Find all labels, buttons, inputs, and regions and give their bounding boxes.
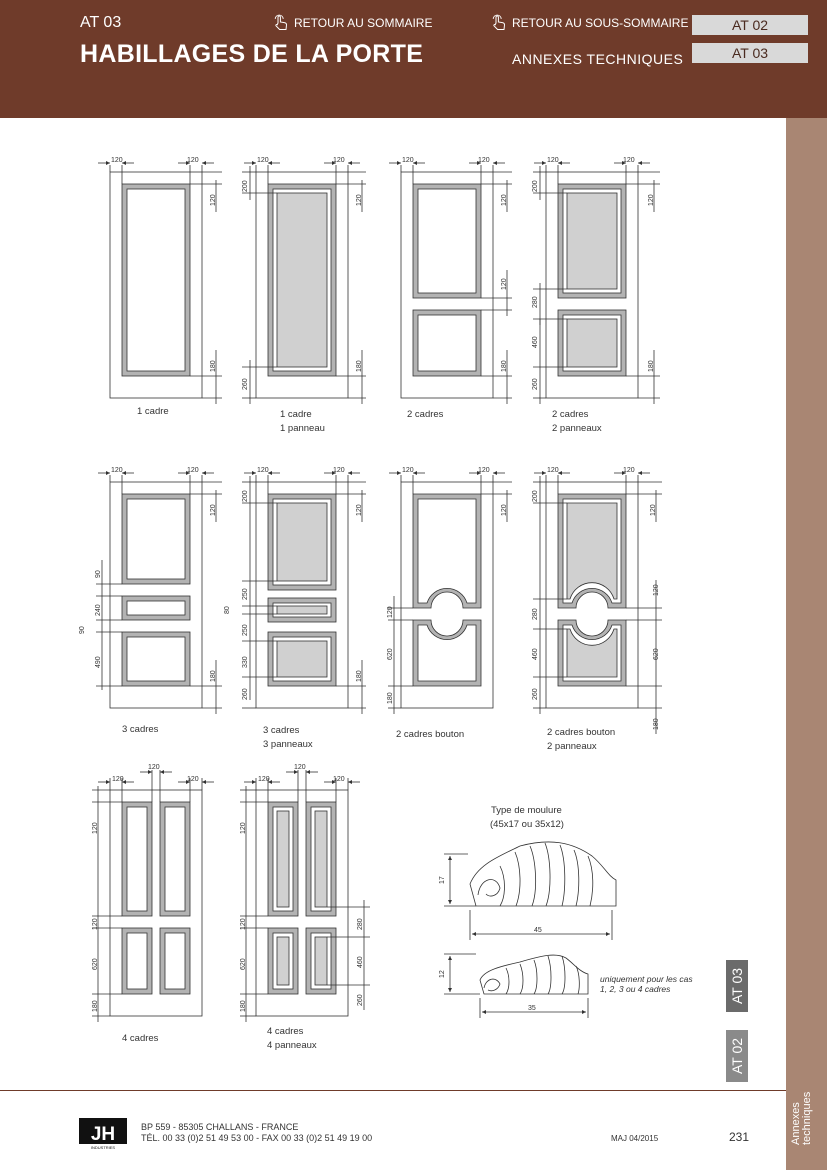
document-code: AT 03 bbox=[80, 14, 122, 31]
door-2-cadres-bouton-2-panneaux bbox=[533, 473, 662, 734]
door-4-cadres-4-panneaux bbox=[240, 770, 370, 1022]
dim-120: 120 bbox=[623, 157, 635, 164]
dim-120: 120 bbox=[257, 467, 269, 474]
footer-divider bbox=[0, 1090, 786, 1091]
dim-620: 620 bbox=[653, 648, 660, 660]
logo-text: JH bbox=[90, 1124, 116, 1145]
dim-180: 180 bbox=[356, 670, 363, 682]
side-tab-at02[interactable]: AT 02 bbox=[726, 1030, 748, 1082]
dim-200: 200 bbox=[532, 180, 539, 192]
dim-120: 120 bbox=[547, 157, 559, 164]
page-title: HABILLAGES DE LA PORTE bbox=[80, 40, 424, 68]
dim-120: 120 bbox=[402, 467, 414, 474]
dim-120: 120 bbox=[240, 918, 247, 930]
dim-120: 120 bbox=[258, 776, 270, 783]
dim-180: 180 bbox=[648, 360, 655, 372]
caption-3-cadres-3-panneaux-line2: 3 panneaux bbox=[263, 739, 313, 750]
dim-120: 120 bbox=[187, 776, 199, 783]
dim-120: 120 bbox=[294, 764, 306, 771]
dim-120: 120 bbox=[402, 157, 414, 164]
caption-2-cadres: 2 cadres bbox=[407, 409, 444, 420]
tab-at03[interactable]: AT 03 bbox=[692, 43, 808, 63]
dim-80: 80 bbox=[224, 606, 231, 614]
dim-240: 240 bbox=[95, 604, 102, 616]
door-2-cadres bbox=[389, 163, 512, 404]
caption-1-cadre-1-panneau-line2: 1 panneau bbox=[280, 423, 325, 434]
dim-120: 120 bbox=[111, 157, 123, 164]
dim-120: 120 bbox=[356, 504, 363, 516]
dim-120: 120 bbox=[187, 467, 199, 474]
dim-180: 180 bbox=[653, 718, 660, 730]
dim-90: 90 bbox=[95, 570, 102, 578]
company-logo bbox=[79, 1110, 127, 1150]
dim-120: 120 bbox=[653, 584, 660, 596]
side-band bbox=[786, 118, 827, 1170]
dim-35: 35 bbox=[528, 1005, 536, 1012]
dim-120: 120 bbox=[648, 194, 655, 206]
dim-460: 460 bbox=[532, 336, 539, 348]
footer-address bbox=[141, 1122, 372, 1144]
footer-address-line: BP 559 - 85305 CHALLANS - FRANCE bbox=[141, 1122, 299, 1132]
caption-1-cadre: 1 cadre bbox=[137, 406, 169, 417]
dim-620: 620 bbox=[240, 958, 247, 970]
moulding-title-line2: (45x17 ou 35x12) bbox=[490, 819, 564, 830]
dim-180: 180 bbox=[387, 692, 394, 704]
dim-120: 120 bbox=[478, 157, 490, 164]
back-to-summary-label: RETOUR AU SOMMAIRE bbox=[294, 16, 433, 30]
dim-620: 620 bbox=[92, 958, 99, 970]
dim-120: 120 bbox=[92, 822, 99, 834]
dim-260: 260 bbox=[532, 378, 539, 390]
section-name: ANNEXES TECHNIQUES bbox=[512, 51, 684, 67]
dim-280: 280 bbox=[357, 918, 364, 930]
dim-120: 120 bbox=[210, 504, 217, 516]
dim-120: 120 bbox=[148, 764, 160, 771]
caption-4-cadres: 4 cadres bbox=[122, 1033, 159, 1044]
caption-2-cadres-bouton-2-panneaux-line1: 2 cadres bouton bbox=[547, 727, 616, 738]
update-date: MAJ 04/2015 bbox=[611, 1134, 659, 1143]
dim-120: 120 bbox=[187, 157, 199, 164]
moulding-profile-large bbox=[444, 842, 616, 940]
dim-180: 180 bbox=[356, 360, 363, 372]
door-4-cadres bbox=[92, 770, 214, 1022]
dim-120: 120 bbox=[501, 278, 508, 290]
caption-2-cadres-2-panneaux-line1: 2 cadres bbox=[552, 409, 589, 420]
moulding-profile-small bbox=[444, 954, 588, 1018]
dim-120: 120 bbox=[112, 776, 124, 783]
dim-90: 90 bbox=[79, 626, 86, 634]
dim-120: 120 bbox=[478, 467, 490, 474]
dim-120: 120 bbox=[333, 157, 345, 164]
door-3-cadres-3-panneaux bbox=[242, 473, 366, 714]
caption-3-cadres-3-panneaux-line1: 3 cadres bbox=[263, 725, 300, 736]
dim-460: 460 bbox=[532, 648, 539, 660]
moulding-title-line1: Type de moulure bbox=[491, 805, 562, 816]
dim-260: 260 bbox=[532, 688, 539, 700]
dim-120: 120 bbox=[333, 467, 345, 474]
dim-120: 120 bbox=[623, 467, 635, 474]
caption-2-cadres-2-panneaux-line2: 2 panneaux bbox=[552, 423, 602, 434]
door-3-cadres bbox=[96, 473, 222, 714]
dim-120: 120 bbox=[356, 194, 363, 206]
back-to-subsummary-label: RETOUR AU SOUS-SOMMAIRE bbox=[512, 16, 689, 30]
caption-4-cadres-4-panneaux-line2: 4 panneaux bbox=[267, 1040, 317, 1051]
page-number: 231 bbox=[729, 1130, 750, 1144]
dim-200: 200 bbox=[242, 490, 249, 502]
dim-120: 120 bbox=[501, 504, 508, 516]
dim-180: 180 bbox=[92, 1000, 99, 1012]
dim-120: 120 bbox=[92, 918, 99, 930]
footer-phone-line: TÉL. 00 33 (0)2 51 49 53 00 - FAX 00 33 (0)2 51 49 19 00 bbox=[141, 1133, 373, 1143]
moulding-note-line1: uniquement pour les cas bbox=[600, 974, 693, 984]
side-label-line2: techniques bbox=[801, 1091, 813, 1145]
dim-120: 120 bbox=[387, 606, 394, 618]
dim-120: 120 bbox=[257, 157, 269, 164]
dim-180: 180 bbox=[210, 360, 217, 372]
caption-2-cadres-bouton-2-panneaux-line2: 2 panneaux bbox=[547, 741, 597, 752]
dim-120: 120 bbox=[501, 194, 508, 206]
dim-490: 490 bbox=[95, 656, 102, 668]
dim-200: 200 bbox=[532, 490, 539, 502]
dim-250: 250 bbox=[242, 588, 249, 600]
logo-subtext: INDUSTRIES bbox=[90, 1145, 116, 1150]
dim-180: 180 bbox=[240, 1000, 247, 1012]
dim-17: 17 bbox=[439, 876, 446, 884]
dim-120: 120 bbox=[547, 467, 559, 474]
door-1-cadre bbox=[98, 163, 222, 404]
dim-330: 330 bbox=[242, 656, 249, 668]
dim-45: 45 bbox=[534, 927, 542, 934]
dim-180: 180 bbox=[501, 360, 508, 372]
caption-3-cadres: 3 cadres bbox=[122, 724, 159, 735]
dim-250: 250 bbox=[242, 624, 249, 636]
caption-1-cadre-1-panneau-line1: 1 cadre bbox=[280, 409, 312, 420]
door-2-cadres-bouton bbox=[388, 473, 512, 714]
dim-120: 120 bbox=[210, 194, 217, 206]
door-1-cadre-1-panneau bbox=[242, 163, 366, 404]
dim-260: 260 bbox=[242, 378, 249, 390]
dim-120: 120 bbox=[111, 467, 123, 474]
caption-4-cadres-4-panneaux-line1: 4 cadres bbox=[267, 1026, 304, 1037]
tab-at02[interactable]: AT 02 bbox=[692, 15, 808, 35]
dim-280: 280 bbox=[532, 608, 539, 620]
dim-120: 120 bbox=[650, 504, 657, 516]
dim-260: 260 bbox=[357, 994, 364, 1006]
dim-120: 120 bbox=[240, 822, 247, 834]
dim-12: 12 bbox=[439, 970, 446, 978]
dim-280: 280 bbox=[532, 296, 539, 308]
dim-620: 620 bbox=[387, 648, 394, 660]
side-tab-at03[interactable]: AT 03 bbox=[726, 960, 748, 1012]
dim-180: 180 bbox=[210, 670, 217, 682]
door-2-cadres-2-panneaux bbox=[533, 163, 660, 404]
dim-120: 120 bbox=[333, 776, 345, 783]
side-label-line1: Annexes bbox=[790, 1102, 802, 1145]
caption-2-cadres-bouton: 2 cadres bouton bbox=[396, 729, 465, 740]
dim-260: 260 bbox=[242, 688, 249, 700]
dim-460: 460 bbox=[357, 956, 364, 968]
moulding-note-line2: 1, 2, 3 ou 4 cadres bbox=[600, 984, 671, 994]
dim-200: 200 bbox=[242, 180, 249, 192]
